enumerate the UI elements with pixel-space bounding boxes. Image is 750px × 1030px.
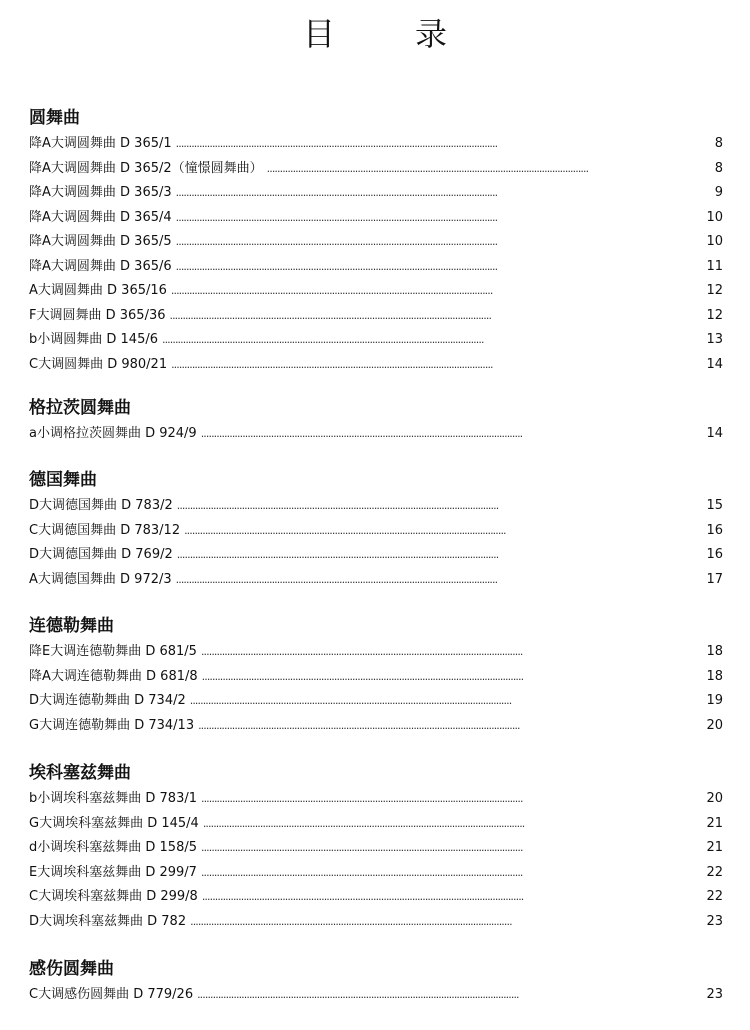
entry-page: 10: [706, 209, 723, 225]
entry-title: C大调德国舞曲 D 783/12: [29, 522, 181, 538]
toc-entry[interactable]: [29, 885, 723, 910]
entry-title: b小调圆舞曲 D 145/6: [29, 332, 158, 347]
toc-entry[interactable]: [29, 255, 723, 280]
entry-page: 23: [706, 987, 723, 1002]
toc-entry[interactable]: [29, 787, 723, 812]
dot-leader: [190, 689, 704, 714]
dot-leader: [201, 787, 703, 812]
entry-title: D大调埃科塞兹舞曲 D 782: [29, 913, 187, 929]
section-title: 连德勒舞曲: [29, 616, 114, 636]
entry-title: d小调埃科塞兹舞曲 D 158/5: [29, 840, 197, 855]
dot-leader: [202, 665, 704, 690]
dot-leader: [198, 714, 703, 739]
entry-page: 22: [706, 889, 723, 904]
entry-title: G大调埃科塞兹舞曲 D 145/4: [29, 815, 199, 831]
dot-leader: [184, 519, 703, 544]
entry-title: D大调德国舞曲 D 769/2: [29, 547, 173, 562]
dot-leader: [190, 910, 703, 935]
entry-page: 14: [706, 426, 723, 441]
section-title: 圆舞曲: [29, 108, 80, 128]
entry-title: 降A大调圆舞曲 D 365/3: [29, 185, 172, 200]
toc-entry[interactable]: [29, 279, 723, 304]
toc-entry[interactable]: [29, 714, 723, 739]
entry-page: 8: [714, 136, 723, 151]
toc-entry[interactable]: [29, 494, 723, 519]
toc-entry[interactable]: [29, 519, 723, 544]
entry-title: D大调连德勒舞曲 D 734/2: [29, 693, 186, 708]
entry-page: 12: [706, 307, 723, 323]
entry-title: 降A大调圆舞曲 D 365/2（憧憬圆舞曲）: [29, 160, 263, 176]
entry-page: 19: [706, 693, 723, 708]
entry-page: 23: [706, 913, 723, 929]
section-german-dance: [29, 466, 723, 592]
section-title: 埃科塞兹舞曲: [29, 763, 131, 783]
toc-entry[interactable]: [29, 836, 723, 861]
entry-title: 降A大调连德勒舞曲 D 681/8: [29, 668, 198, 684]
dot-leader: [162, 328, 703, 353]
dot-leader: [176, 181, 706, 206]
toc-entry[interactable]: [29, 689, 723, 714]
dot-leader: [171, 279, 704, 304]
toc-entry[interactable]: [29, 568, 723, 593]
entry-page: 10: [706, 234, 723, 249]
toc-entry[interactable]: [29, 422, 723, 447]
dot-leader: [176, 206, 704, 231]
section-ecossaise: [29, 759, 723, 934]
entry-page: 13: [706, 332, 723, 347]
dot-leader: [201, 836, 703, 861]
entry-title: F大调圆舞曲 D 365/36: [29, 307, 166, 323]
dot-leader: [177, 494, 704, 519]
entry-page: 21: [706, 840, 723, 855]
section-sentimental-waltz: [29, 955, 723, 1008]
entry-title: C大调圆舞曲 D 980/21: [29, 356, 168, 372]
section-title: 格拉茨圆舞曲: [29, 398, 131, 418]
toc-entry[interactable]: [29, 328, 723, 353]
entry-page: 20: [706, 717, 723, 733]
entry-title: C大调感伤圆舞曲 D 779/26: [29, 987, 194, 1002]
toc-entry[interactable]: [29, 132, 723, 157]
toc-entry[interactable]: [29, 353, 723, 378]
dot-leader: [176, 568, 704, 593]
entry-page: 18: [706, 644, 723, 659]
toc-entry[interactable]: [29, 230, 723, 255]
entry-page: 12: [706, 283, 723, 298]
entry-title: 降E大调连德勒舞曲 D 681/5: [29, 644, 197, 659]
toc-entry[interactable]: [29, 181, 723, 206]
toc-entry[interactable]: [29, 640, 723, 665]
entry-title: A大调德国舞曲 D 972/3: [29, 571, 172, 587]
entry-page: 15: [706, 498, 723, 513]
dot-leader: [177, 543, 704, 568]
entry-page: 16: [706, 522, 723, 538]
section-title: 德国舞曲: [29, 470, 97, 490]
entry-page: 8: [714, 160, 723, 176]
dot-leader: [176, 230, 704, 255]
entry-page: 14: [706, 356, 723, 372]
entry-title: E大调埃科塞兹舞曲 D 299/7: [29, 864, 197, 880]
entry-title: C大调埃科塞兹舞曲 D 299/8: [29, 889, 198, 904]
section-landler: [29, 612, 723, 738]
dot-leader: [267, 157, 706, 182]
entry-title: 降A大调圆舞曲 D 365/4: [29, 209, 172, 225]
entry-page: 20: [706, 791, 723, 806]
toc-entry[interactable]: [29, 910, 723, 935]
toc-entry[interactable]: [29, 665, 723, 690]
dot-leader: [176, 132, 706, 157]
entry-page: 22: [706, 864, 723, 880]
dot-leader: [203, 812, 704, 837]
toc-entry[interactable]: [29, 304, 723, 329]
section-title: 感伤圆舞曲: [29, 959, 114, 979]
entry-page: 18: [706, 668, 723, 684]
section-waltz: [29, 104, 723, 377]
toc-entry[interactable]: [29, 861, 723, 886]
dot-leader: [201, 861, 704, 886]
toc-entry[interactable]: [29, 812, 723, 837]
toc-entry[interactable]: [29, 543, 723, 568]
dot-leader: [176, 255, 704, 280]
page-title: 目 录: [302, 15, 471, 53]
entry-page: 21: [706, 815, 723, 831]
entry-title: G大调连德勒舞曲 D 734/13: [29, 717, 195, 733]
section-graz-waltz: [29, 394, 723, 447]
entry-title: a小调格拉茨圆舞曲 D 924/9: [29, 426, 197, 441]
toc-entry[interactable]: [29, 206, 723, 231]
dot-leader: [201, 422, 704, 447]
entry-title: A大调圆舞曲 D 365/16: [29, 283, 167, 298]
entry-page: 9: [714, 185, 723, 200]
entry-page: 16: [706, 547, 723, 562]
entry-title: b小调埃科塞兹舞曲 D 783/1: [29, 791, 197, 806]
entry-page: 11: [706, 258, 723, 274]
entry-title: D大调德国舞曲 D 783/2: [29, 498, 173, 513]
dot-leader: [202, 885, 704, 910]
toc-entry[interactable]: [29, 157, 723, 182]
dot-leader: [170, 304, 704, 329]
dot-leader: [201, 640, 704, 665]
dot-leader: [197, 983, 703, 1008]
entry-title: 降A大调圆舞曲 D 365/6: [29, 258, 172, 274]
toc-entry[interactable]: [29, 983, 723, 1008]
dot-leader: [171, 353, 703, 378]
entry-title: 降A大调圆舞曲 D 365/5: [29, 234, 172, 249]
entry-title: 降A大调圆舞曲 D 365/1: [29, 136, 172, 151]
entry-page: 17: [706, 571, 723, 587]
